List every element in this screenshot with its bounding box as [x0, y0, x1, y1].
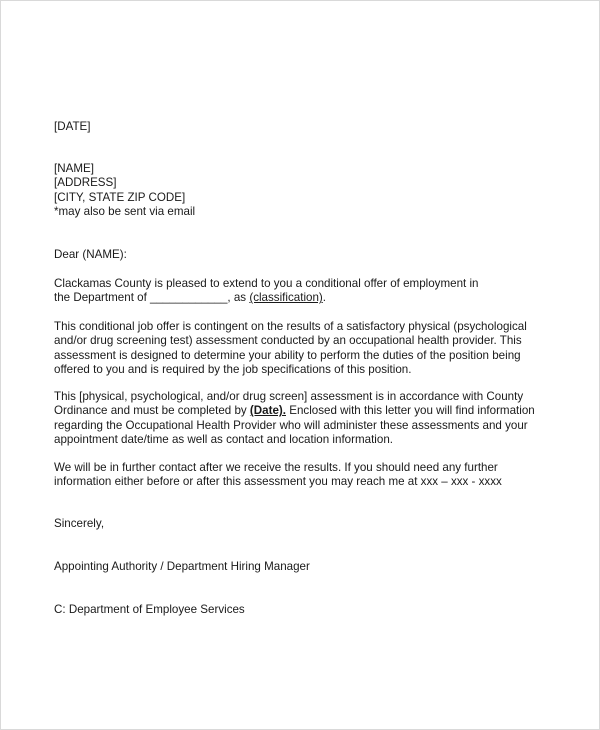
completion-date-placeholder: (Date). [249, 404, 286, 418]
paragraph-offer-line: Clackamas County is pleased to extend to you a conditional offer of employment in [54, 277, 479, 290]
recipient-city-state-zip: [CITY, STATE ZIP CODE] [54, 191, 186, 204]
paragraph-contingent-line: assessment is designed to determine your ability to perform the duties of the position being [54, 348, 521, 362]
paragraph-ordinance [54, 390, 554, 447]
text: Ordinance and must be completed by [54, 404, 250, 418]
paragraph-ordinance-line [54, 404, 554, 418]
text: Enclosed with this letter you will find information [286, 404, 535, 418]
paragraph-contact-line: information either before or after this assessment you may reach me at xxx – xxx - xxxx [54, 475, 502, 489]
recipient-email-note: *may also be sent via email [54, 205, 196, 218]
salutation: Dear (NAME): [54, 248, 127, 261]
closing: Sincerely, [54, 517, 105, 530]
paragraph-contingent-line: offered to you and is required by the job specifications of this position. [54, 362, 412, 376]
paragraph-ordinance-line: appointment date/time as well as contact and location information. [54, 432, 393, 446]
date-placeholder: [DATE] [54, 120, 91, 133]
text: the Department of [54, 291, 151, 305]
paragraph-contact-line: We will be in further contact after we receive the results. If you should need any further [54, 461, 498, 474]
paragraph-offer-line [54, 291, 554, 305]
paragraph-offer [54, 277, 554, 306]
paragraph-contingent-line: and/or drug screening test) assessment conducted by an occupational health provider. This [54, 334, 522, 348]
recipient-address: [ADDRESS] [54, 176, 117, 189]
classification-placeholder: (classification) [249, 291, 323, 305]
paragraph-ordinance-line: regarding the Occupational Health Provider who will administer these assessments and your [54, 418, 528, 432]
department-blank: ____________ [150, 291, 228, 305]
signature-title: Appointing Authority / Department Hiring Manager [54, 560, 310, 573]
text: . [322, 291, 327, 305]
carbon-copy: C: Department of Employee Services [54, 603, 245, 616]
paragraph-ordinance-line: This [physical, psychological, and/or drug screen] assessment is in accordance with County [54, 390, 524, 403]
paragraph-contingent-line: This conditional job offer is contingent on the results of a satisfactory physical (psychological [54, 320, 527, 333]
text: , as [227, 291, 250, 305]
recipient-name: [NAME] [54, 162, 94, 175]
paragraph-contingent [54, 320, 554, 377]
paragraph-contact [54, 461, 554, 490]
